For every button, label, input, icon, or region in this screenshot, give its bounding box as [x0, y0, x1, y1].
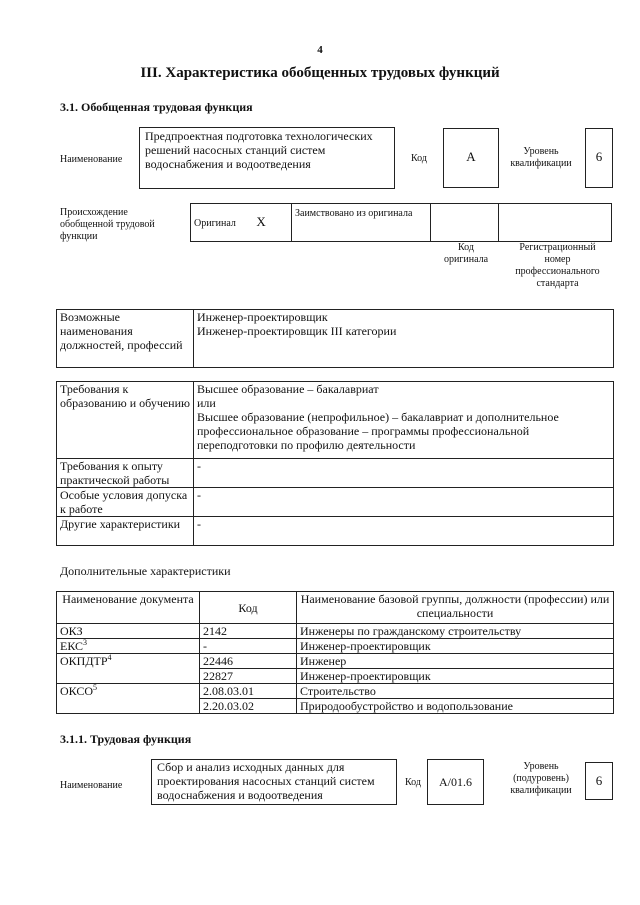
additional-table: [56, 591, 614, 714]
original-cell: [191, 204, 292, 242]
name-cell: Природообустройство и водопользование: [297, 699, 614, 714]
section-heading-3-1-1: 3.1.1. Трудовая функция: [60, 732, 192, 746]
name-label: Наименование: [60, 154, 123, 165]
doc-cell: ОКПДТР$^4$: [57, 654, 200, 684]
name-label: Наименование: [60, 780, 123, 791]
requirement-value: -: [194, 459, 614, 488]
name-cell: Инженеры по гражданскому строительству: [297, 624, 614, 639]
code-value: A/01.6: [439, 775, 472, 789]
code-original-cell: [431, 204, 499, 242]
function-name-field: [151, 759, 397, 805]
positions-table: [56, 309, 614, 368]
code-value: А: [466, 149, 476, 164]
function-name-text: Предпроектная подготовка технологических решений насосных станций систем водоснабжения и водоотведения: [145, 129, 373, 171]
requirement-value: -: [194, 488, 614, 517]
requirements-table: [56, 381, 614, 546]
requirement-label: Особые условия допуска к работе: [57, 488, 194, 517]
requirement-line: или: [197, 396, 216, 410]
level-label: Уровень (подуровень) квалификации: [510, 761, 572, 796]
position-item: Инженер-проектировщик: [197, 310, 328, 324]
requirement-value: -: [194, 517, 614, 546]
name-cell: Инженер: [297, 654, 614, 669]
code-field: [443, 128, 499, 188]
borrowed-cell: Заимствовано из оригинала: [292, 204, 431, 242]
code-cell: 22827: [200, 669, 297, 684]
col-name-header: Наименование базовой группы, должности (профессии) или специальности: [297, 592, 614, 624]
doc-cell: ОКСО$^5$: [57, 684, 200, 714]
col-doc-header: Наименование документа: [57, 592, 200, 624]
page-number: 4: [317, 44, 323, 56]
requirement-label: Требования к образованию и обучению: [57, 382, 194, 459]
positions-values: [194, 310, 614, 368]
reg-number-caption: Регистрационный номер профессионального стандарта: [515, 242, 600, 289]
requirement-line: Высшее образование – бакалавриат: [197, 382, 379, 396]
name-cell: Инженер-проектировщик: [297, 639, 614, 654]
code-original-caption: Код оригинала: [443, 242, 489, 265]
code-label: Код: [405, 777, 421, 788]
requirement-label: Другие характеристики: [57, 517, 194, 546]
reg-number-cell: [499, 204, 612, 242]
requirement-label: Требования к опыту практической работы: [57, 459, 194, 488]
doc-cell: ОКЗ: [57, 624, 200, 639]
position-item: Инженер-проектировщик III категории: [197, 324, 397, 338]
level-label: Уровень квалификации: [510, 146, 572, 169]
section-heading-3-1: 3.1. Обобщенная трудовая функция: [60, 100, 253, 114]
code-cell: 2142: [200, 624, 297, 639]
code-cell: 22446: [200, 654, 297, 669]
name-cell: Инженер-проектировщик: [297, 669, 614, 684]
requirement-value: [194, 382, 614, 459]
original-mark: X: [256, 213, 266, 229]
additional-heading: Дополнительные характеристики: [60, 564, 231, 578]
level-value: 6: [595, 773, 603, 788]
origin-label: Происхождение обобщенной трудовой функции: [60, 207, 155, 242]
code-label: Код: [411, 153, 427, 164]
doc-cell: ЕКС$^3$: [57, 639, 200, 654]
requirement-line: Высшее образование (непрофильное) – бакалавриат и дополнительное профессиональное образование – программы профессиональной переподготовки по профилю деятельности: [197, 410, 559, 452]
code-cell: 2.08.03.01: [200, 684, 297, 699]
level-field: [585, 762, 613, 800]
positions-label: Возможные наименования должностей, профессий: [57, 310, 194, 368]
level-value: 6: [595, 149, 603, 164]
function-name-text: Сбор и анализ исходных данных для проектирования насосных станций систем водоснабжения и водоотведения: [157, 760, 375, 802]
code-cell: -: [200, 639, 297, 654]
origin-table: [190, 203, 612, 242]
function-name-field: [139, 127, 395, 189]
code-field: [427, 759, 484, 805]
name-cell: Строительство: [297, 684, 614, 699]
page-title: III. Характеристика обобщенных трудовых функций: [140, 65, 500, 81]
code-cell: 2.20.03.02: [200, 699, 297, 714]
level-field: [585, 128, 613, 188]
original-label: Оригинал: [194, 217, 236, 229]
col-code-header: Код: [200, 592, 297, 624]
